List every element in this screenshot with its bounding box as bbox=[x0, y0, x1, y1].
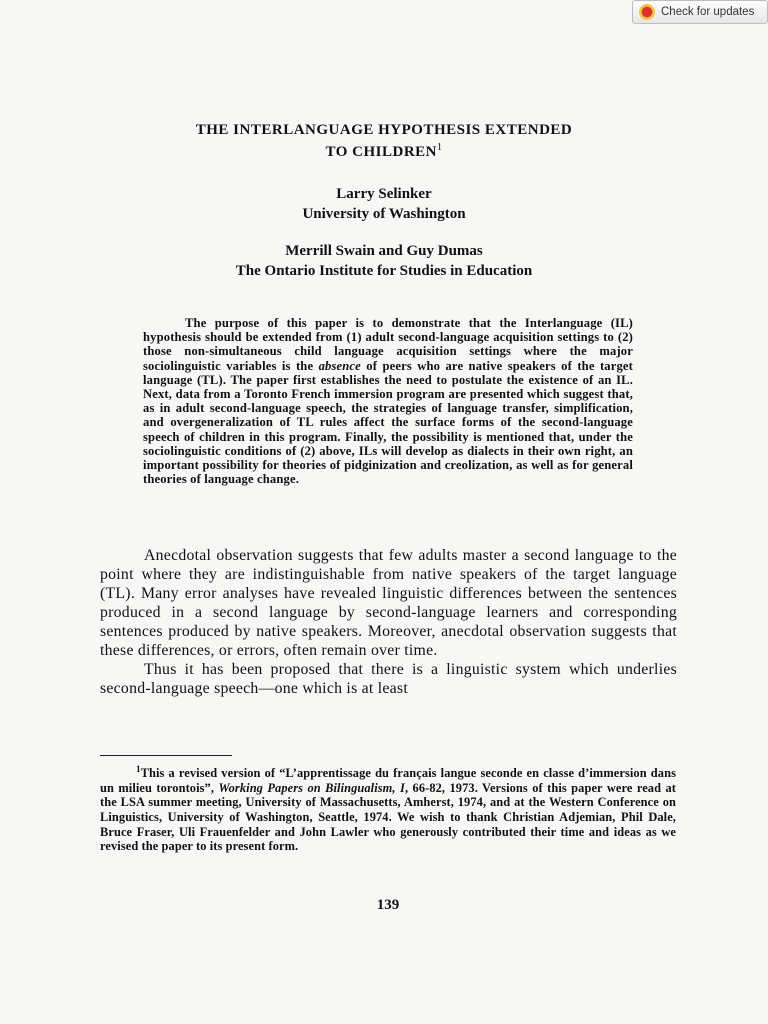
author-affiliation: The Ontario Institute for Studies in Education bbox=[235, 263, 533, 279]
footnote bbox=[100, 762, 676, 854]
footnote-journal: Working Papers on Bilingualism, I bbox=[218, 780, 405, 795]
check-for-updates-label: Check for updates bbox=[661, 6, 755, 18]
title-line-2: TO CHILDREN$^1$ bbox=[325, 142, 443, 160]
crossmark-icon bbox=[639, 4, 655, 20]
page-number: 139 bbox=[376, 897, 400, 913]
footnote-paragraph: $^1$This a revised version of “L’apprentissage du français langue seconde en classe d’immersion dans un milieu torontois”, Working Papers on Bilingualism, I, 66-82, 1973. Versions of this paper were read at the LSA summer meeting, University of Massachusetts, Amherst, 1974, and at the Western Conference on Linguistics, University of Washington, Seattle, 1974. We wish to thank Christian Adjemian, Phil Dale, Bruce Fraser, Uli Frauenfelder and John Lawler who generously contributed their time and ideas as we revised the paper to its present form. bbox=[100, 764, 676, 854]
abstract bbox=[143, 316, 633, 486]
author-name: Merrill Swain and Guy Dumas bbox=[285, 243, 483, 259]
body-paragraph-2: Thus it has been proposed that there is a linguistic system which underlies second-language speech—one which is at least bbox=[100, 661, 677, 697]
author-affiliation: University of Washington bbox=[302, 206, 466, 222]
title-line-1: THE INTERLANGUAGE HYPOTHESIS EXTENDED bbox=[195, 122, 573, 138]
author-block-1 bbox=[100, 184, 668, 224]
check-for-updates-button[interactable] bbox=[632, 0, 768, 24]
footnote-divider bbox=[100, 755, 232, 756]
title-footnote-mark: 1 bbox=[437, 142, 443, 153]
paper-title bbox=[100, 121, 668, 161]
abstract-emphasis: absence bbox=[318, 358, 361, 373]
abstract-paragraph: The purpose of this paper is to demonstrate that the Interlanguage (IL) hypothesis should be extended from (1) adult second-language acquisition settings to (2) those non-simultaneous child language acquisition settings where the major sociolinguistic variables is the absence of peers who are native speakers of the target language (TL). The paper first establishes the need to postulate the existence of an IL. Next, data from a Toronto French immersion program are presented which suggest that, as in adult second-language speech, the strategies of language transfer, simplification, and overgeneralization of TL rules affect the surface forms of the second-language speech of children in this program. Finally, the possibility is mentioned that, under the sociolinguistic conditions of (2) above, ILs will develop as dialects in their own right, an important possibility for theories of pidginization and creolization, as well as for general theories of language change. bbox=[143, 316, 634, 487]
author-name: Larry Selinker bbox=[336, 186, 432, 202]
body-paragraph-1: Anecdotal observation suggests that few adults master a second language to the point where they are indistinguishable from native speakers of the target language (TL). Many error analyses have revealed linguistic differences between the sentences produced in a second language by second-language learners and corresponding sentences produced by native speakers. Moreover, anecdotal observation suggests that these differences, or errors, often remain over time. bbox=[100, 547, 677, 659]
body-text bbox=[100, 546, 677, 698]
author-block-2 bbox=[100, 241, 668, 281]
footnote-mark: 1 bbox=[136, 764, 141, 774]
